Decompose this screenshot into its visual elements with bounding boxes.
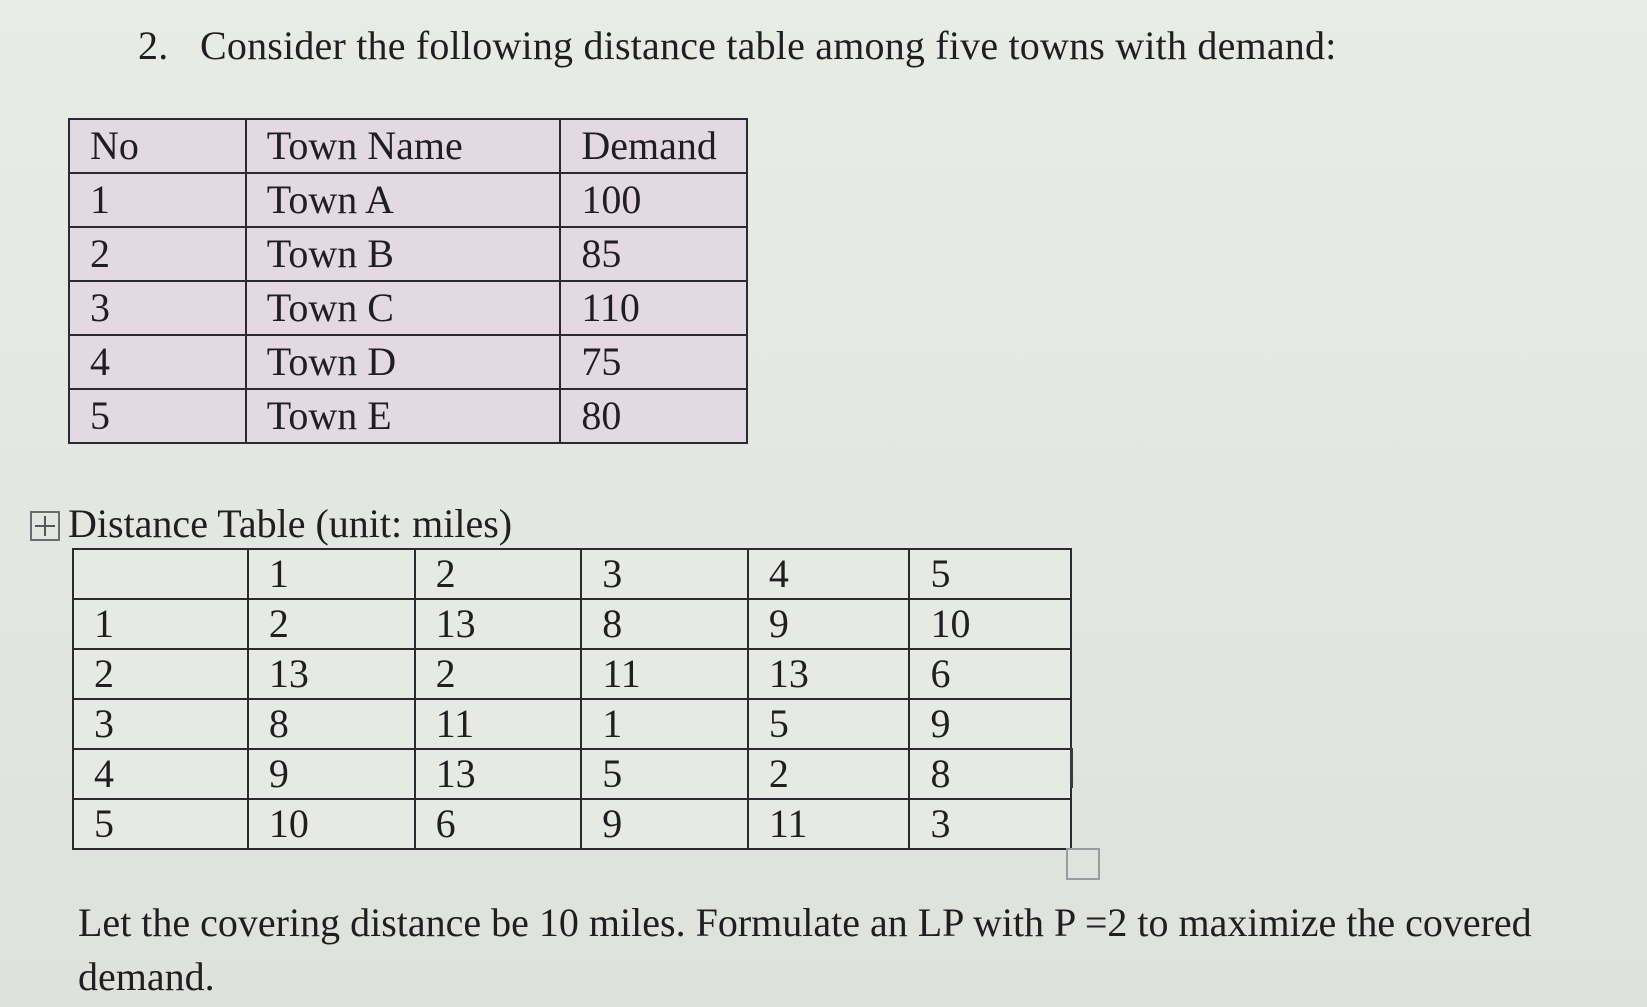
table-cell: 11 bbox=[748, 799, 910, 849]
table-cell: 9 bbox=[748, 599, 910, 649]
table-cell: Town E bbox=[246, 389, 561, 443]
distance-table-title: Distance Table (unit: miles) bbox=[68, 501, 513, 546]
distance-table bbox=[72, 548, 1072, 850]
table-cell: 6 bbox=[415, 799, 582, 849]
table-cell: 1 bbox=[73, 599, 248, 649]
table-header-row bbox=[73, 549, 1071, 599]
table-cell: 4 bbox=[73, 749, 248, 799]
question-number: 2. bbox=[138, 23, 169, 68]
table-cell: 9 bbox=[248, 749, 415, 799]
demand-table bbox=[68, 118, 748, 444]
table-cell: Town A bbox=[246, 173, 561, 227]
table-cell: 8 bbox=[248, 699, 415, 749]
table-cell: 100 bbox=[560, 173, 747, 227]
table-cell: 11 bbox=[581, 649, 748, 699]
table-row bbox=[69, 281, 747, 335]
table-cell: 2 bbox=[69, 227, 246, 281]
table-cell: 8 bbox=[581, 599, 748, 649]
header-cell: Demand bbox=[560, 119, 747, 173]
table-cell: 11 bbox=[415, 699, 582, 749]
table-cell: 5 bbox=[69, 389, 246, 443]
header-cell: 1 bbox=[248, 549, 415, 599]
table-cell: 1 bbox=[581, 699, 748, 749]
table-cell: 1 bbox=[69, 173, 246, 227]
table-cell: 5 bbox=[581, 749, 748, 799]
table-cell: 110 bbox=[560, 281, 747, 335]
header-cell: 5 bbox=[909, 549, 1071, 599]
table-cell: 5 bbox=[73, 799, 248, 849]
table-cell: 6 bbox=[909, 649, 1071, 699]
table-cell: 2 bbox=[748, 749, 910, 799]
table-row bbox=[73, 749, 1071, 799]
table-cell: 13 bbox=[248, 649, 415, 699]
table-cell: 4 bbox=[69, 335, 246, 389]
table-row bbox=[69, 389, 747, 443]
header-cell: No bbox=[69, 119, 246, 173]
question-text: Consider the following distance table among five towns with demand: bbox=[200, 23, 1337, 68]
distance-table-caption bbox=[30, 500, 512, 547]
header-cell: 4 bbox=[748, 549, 910, 599]
table-cell: 13 bbox=[415, 599, 582, 649]
table-row bbox=[73, 649, 1071, 699]
table-cell: Town C bbox=[246, 281, 561, 335]
table-row bbox=[73, 799, 1071, 849]
table-cell: 3 bbox=[909, 799, 1071, 849]
table-row bbox=[69, 335, 747, 389]
table-cell: 5 bbox=[748, 699, 910, 749]
table-cell: 13 bbox=[415, 749, 582, 799]
table-resize-handle[interactable] bbox=[1066, 848, 1100, 880]
header-cell: Town Name bbox=[246, 119, 561, 173]
table-cell: 2 bbox=[248, 599, 415, 649]
table-row bbox=[73, 699, 1071, 749]
table-cell: 10 bbox=[248, 799, 415, 849]
table-cell: 3 bbox=[73, 699, 248, 749]
column-resize-marker[interactable] bbox=[1070, 748, 1073, 788]
header-cell: 3 bbox=[581, 549, 748, 599]
table-cell: 9 bbox=[909, 699, 1071, 749]
table-cell: 3 bbox=[69, 281, 246, 335]
table-row bbox=[69, 173, 747, 227]
table-header-row bbox=[69, 119, 747, 173]
table-cell: 8 bbox=[909, 749, 1071, 799]
header-cell: 2 bbox=[415, 549, 582, 599]
question-heading bbox=[138, 22, 1337, 69]
table-cell: Town B bbox=[246, 227, 561, 281]
table-cell: 80 bbox=[560, 389, 747, 443]
table-cell: Town D bbox=[246, 335, 561, 389]
table-cell: 2 bbox=[73, 649, 248, 699]
table-move-handle-icon[interactable] bbox=[30, 511, 60, 541]
table-cell: 13 bbox=[748, 649, 910, 699]
table-row bbox=[73, 599, 1071, 649]
table-cell: 9 bbox=[581, 799, 748, 849]
table-cell: 75 bbox=[560, 335, 747, 389]
table-cell: 2 bbox=[415, 649, 582, 699]
table-cell: 85 bbox=[560, 227, 747, 281]
header-cell bbox=[73, 549, 248, 599]
table-row bbox=[69, 227, 747, 281]
instruction-text: Let the covering distance be 10 miles. Formulate an LP with P =2 to maximize the covered demand. bbox=[78, 900, 1532, 999]
table-cell: 10 bbox=[909, 599, 1071, 649]
